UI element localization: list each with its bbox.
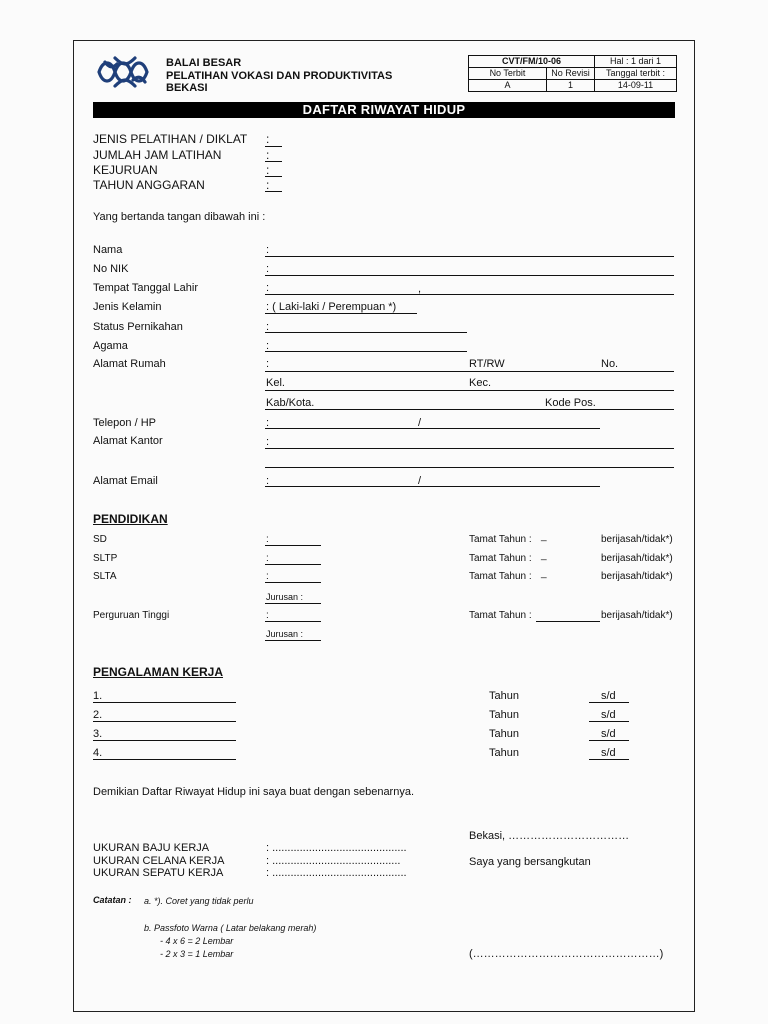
jenis-pelatihan-field[interactable]: : — [266, 132, 270, 146]
status-colon: : — [266, 321, 270, 333]
nama-field[interactable] — [265, 256, 674, 257]
form-title: DAFTAR RIWAYAT HIDUP — [93, 102, 675, 118]
pengalaman-sd-4: s/d — [601, 747, 616, 759]
pengalaman-field-1[interactable] — [93, 702, 236, 703]
pengalaman-tahun-1: Tahun — [489, 690, 519, 702]
kabkota-field[interactable] — [265, 409, 674, 410]
nik-colon: : — [266, 263, 270, 275]
telepon-field[interactable] — [265, 428, 600, 429]
jumlah-jam-field[interactable]: : — [266, 148, 270, 162]
ttl-label: Tempat Tanggal Lahir — [93, 282, 198, 294]
sign-label: Saya yang bersangkutan — [469, 856, 591, 868]
alamat-colon: : — [266, 358, 270, 370]
kemnaker-logo-icon — [93, 52, 157, 92]
sltp-colon: : — [266, 553, 269, 564]
alamat-kantor-field-2[interactable] — [265, 467, 674, 468]
slta-jurusan-label: Jurusan : — [266, 592, 304, 602]
pengalaman-year-field-4[interactable] — [589, 759, 629, 760]
doc-code: CVT/FM/10-06 — [501, 56, 561, 66]
alamat-kantor-label: Alamat Kantor — [93, 435, 163, 447]
slta-field[interactable] — [265, 582, 321, 583]
ukuran-celana-field[interactable]: : .......................................... — [266, 855, 401, 867]
alamat-email-field[interactable] — [265, 486, 600, 487]
alamat-kantor-field[interactable] — [265, 448, 674, 449]
no-revisi-label: No Revisi — [551, 68, 590, 78]
ttl-comma: , — [418, 283, 422, 295]
pengalaman-year-field-2[interactable] — [589, 721, 629, 722]
agama-field[interactable] — [265, 351, 467, 352]
pengalaman-field-2[interactable] — [93, 721, 236, 722]
catatan-label: Catatan : — [93, 895, 132, 905]
sd-tamat-field[interactable]: _ — [541, 531, 547, 542]
tanggal-terbit-value: 14-09-11 — [617, 80, 654, 90]
no-terbit-label: No Terbit — [489, 68, 526, 78]
pengalaman-heading: PENGALAMAN KERJA — [93, 665, 224, 679]
sltp-field[interactable] — [265, 564, 321, 565]
pt-colon: : — [266, 610, 269, 621]
kejuruan-field[interactable]: : — [266, 163, 270, 177]
kantor-colon: : — [266, 436, 270, 448]
rtrw-label: RT/RW — [469, 358, 505, 370]
catatan-b: b. Passfoto Warna ( Latar belakang merah) — [144, 923, 317, 933]
pengalaman-tahun-4: Tahun — [489, 747, 519, 759]
org-name-line2: PELATIHAN VOKASI DAN PRODUKTIVITAS — [166, 70, 393, 82]
slta-tamat-label: Tamat Tahun : — [469, 571, 532, 582]
pengalaman-sd-3: s/d — [601, 728, 616, 740]
sd-colon: : — [266, 534, 269, 545]
catatan-b1: - 4 x 6 = 2 Lembar — [160, 936, 234, 946]
pengalaman-field-3[interactable] — [93, 740, 236, 741]
nama-label: Nama — [93, 244, 123, 256]
pt-berijasah: berijasah/tidak*) — [601, 610, 673, 621]
document-info-table — [468, 55, 677, 92]
tahun-anggaran-field[interactable]: : — [266, 178, 270, 192]
pengalaman-year-field-3[interactable] — [589, 740, 629, 741]
closing-statement: Demikian Daftar Riwayat Hidup ini saya buat dengan sebenarnya. — [93, 786, 415, 798]
pt-tamat-field[interactable] — [536, 621, 600, 622]
telepon-slash: / — [418, 417, 422, 429]
sltp-tamat-label: Tamat Tahun : — [469, 553, 532, 564]
page-info: Hal : 1 dari 1 — [609, 56, 662, 66]
pt-jurusan-field[interactable] — [265, 640, 321, 641]
pengalaman-tahun-3: Tahun — [489, 728, 519, 740]
pengalaman-item-3: 3. — [93, 728, 103, 740]
nama-colon: : — [266, 244, 270, 256]
org-name-line1: BALAI BESAR — [166, 57, 242, 69]
sltp-berijasah: berijasah/tidak*) — [601, 553, 673, 564]
pengalaman-field-4[interactable] — [93, 759, 236, 760]
tahun-anggaran-label: TAHUN ANGGARAN — [93, 178, 205, 192]
kodepos-label: Kode Pos. — [545, 397, 596, 409]
catatan-a: a. *). Coret yang tidak perlu — [144, 896, 254, 906]
pt-tamat-label: Tamat Tahun : — [469, 610, 532, 621]
pt-field[interactable] — [265, 621, 321, 622]
sign-place-date[interactable]: Bekasi, …………………………… — [469, 830, 630, 842]
telepon-colon: : — [266, 417, 270, 429]
ukuran-celana-label: UKURAN CELANA KERJA — [93, 855, 225, 867]
ukuran-sepatu-field[interactable]: : ............................................ — [266, 867, 407, 879]
jenis-kelamin-field[interactable]: : ( Laki-laki / Perempuan *) — [266, 301, 397, 313]
nik-field[interactable] — [265, 275, 674, 276]
telepon-label: Telepon / HP — [93, 417, 156, 429]
org-name-line3: BEKASI — [166, 82, 208, 94]
pengalaman-sd-2: s/d — [601, 709, 616, 721]
sd-berijasah: berijasah/tidak*) — [601, 534, 673, 545]
sltp-label: SLTP — [93, 553, 118, 564]
pt-label: Perguruan Tinggi — [93, 610, 170, 621]
pengalaman-item-1: 1. — [93, 690, 103, 702]
ttl-colon: : — [266, 282, 270, 294]
slta-colon: : — [266, 571, 269, 582]
pengalaman-year-field-1[interactable] — [589, 702, 629, 703]
alamat-rumah-field[interactable] — [265, 371, 674, 372]
status-pernikahan-field[interactable] — [265, 332, 467, 333]
nik-label: No NIK — [93, 263, 129, 275]
slta-tamat-field[interactable]: _ — [541, 568, 547, 579]
pengalaman-item-2: 2. — [93, 709, 103, 721]
sd-label: SD — [93, 534, 107, 545]
catatan-b2: - 2 x 3 = 1 Lembar — [160, 949, 234, 959]
agama-colon: : — [266, 340, 270, 352]
alamat-rumah-label: Alamat Rumah — [93, 358, 166, 370]
agama-label: Agama — [93, 340, 128, 352]
email-colon: : — [266, 475, 270, 487]
alamat-email-label: Alamat Email — [93, 475, 158, 487]
email-slash: / — [418, 475, 422, 487]
jenis-pelatihan-label: JENIS PELATIHAN / DIKLAT — [93, 132, 248, 146]
no-label: No. — [601, 358, 619, 370]
sd-field[interactable] — [265, 545, 321, 546]
slta-label: SLTA — [93, 571, 117, 582]
ukuran-baju-field[interactable]: : ............................................ — [266, 842, 407, 854]
tanggal-terbit-label: Tanggal terbit : — [605, 68, 666, 78]
pengalaman-sd-1: s/d — [601, 690, 616, 702]
sign-name-field[interactable]: (……………………………………………) — [469, 948, 664, 960]
slta-berijasah: berijasah/tidak*) — [601, 571, 673, 582]
ukuran-sepatu-label: UKURAN SEPATU KERJA — [93, 867, 224, 879]
ukuran-baju-label: UKURAN BAJU KERJA — [93, 842, 210, 854]
kel-kec-field[interactable] — [265, 390, 674, 391]
kel-label: Kel. — [266, 377, 285, 389]
kabkota-label: Kab/Kota. — [266, 397, 315, 409]
jenis-kelamin-label: Jenis Kelamin — [93, 301, 162, 313]
slta-jurusan-field[interactable] — [265, 603, 321, 604]
sd-tamat-label: Tamat Tahun : — [469, 534, 532, 545]
status-pernikahan-label: Status Pernikahan — [93, 321, 183, 333]
pengalaman-item-4: 4. — [93, 747, 103, 759]
pengalaman-tahun-2: Tahun — [489, 709, 519, 721]
pendidikan-heading: PENDIDIKAN — [93, 512, 168, 526]
kec-label: Kec. — [469, 377, 492, 389]
no-terbit-value: A — [504, 80, 511, 90]
jumlah-jam-label: JUMLAH JAM LATIHAN — [93, 148, 222, 162]
no-revisi-value: 1 — [567, 80, 573, 90]
intro-text: Yang bertanda tangan dibawah ini : — [93, 211, 266, 223]
sltp-tamat-field[interactable]: _ — [541, 550, 547, 561]
kejuruan-label: KEJURUAN — [93, 163, 158, 177]
ttl-field[interactable] — [265, 294, 674, 295]
pt-jurusan-label: Jurusan : — [266, 629, 304, 639]
